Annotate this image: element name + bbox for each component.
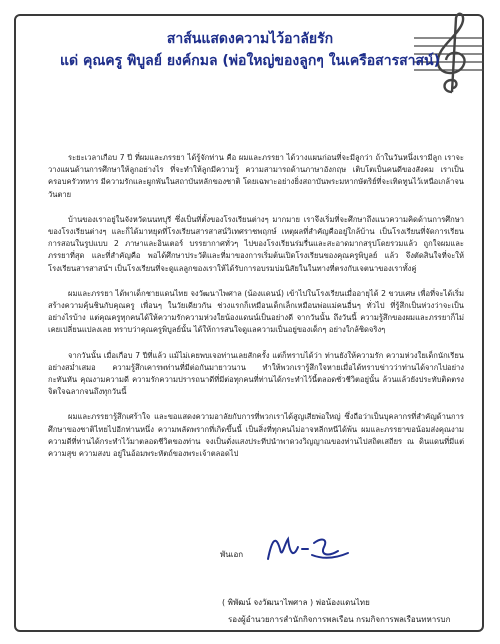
signature-mark-icon — [262, 525, 352, 569]
paragraph: บ้านของเราอยู่ในจังหวัดนนทบุรี ซึ่งเป็นที่ตั้งของโรงเรียนต่างๆ มากมาย เราจึงเริ่มที่จะศึกษาถึงแนวความคิดด้านการศึกษาของโรงเรียนต่างๆ และก็ได้มาหยุดที่โรงเรียนสารสาสน์วิเทศราชพฤกษ์ เหตุผลที่สำคัญคืออยู่ใกล้บ้าน เป็นโรงเรียนที่จัดการเรียนการสอนในรูปแบบ 2 ภาษาและอินเตอร์ บรรยากาศทั่วๆ ไปของโรงเรียนร่มรื่นและสะอาดมากสรุปโดยรวมแล้ว ถูกใจผมและภรรยาที่สุด และที่สำคัญคือ พอได้ศึกษาประวัติและที่มาของการเริ่มต้นเปิดโรงเรียนของคุณครูพิบูลย์ แล้ว จึงตัดสินใจที่จะให้โรงเรียนสารสาสน์ฯ เป็นโรงเรียนที่จะดูแลลูกของเราให้ได้รับการอบรมบ่มนิสัยในในทางที่ตรงกับเจตนาของเราทั้งคู่ — [48, 214, 464, 273]
signer-name: ( พิพัฒน์ จงวัฒนาไพศาล ) พ่อน้องแดนไทย — [222, 598, 370, 607]
paragraph: ผมและภรรยา ได้พาเด็กชายแดนไทย จงวัฒนาไพศาล (น้องแดนน์) เข้าไปในโรงเรียนเมื่ออายุได้ 2 ขวบเศษ เพื่อที่จะได้เริ่มสร้างความคุ้นชินกับคุณครู เพื่อนๆ ในวัยเดียวกัน ช่วงแรกก็เหมือนเด็กเล็กเหมือนพ่อแม่คนอื่นๆ ทั่วไป ที่รู้สึกเป็นห่วงว่าจะเป็นอย่างไรบ้าง แต่คุณครูทุกคนได้ให้ความรักความห่วงใยน้องแดนน์เป็นอย่างดี จากวันนั้น ถึงวันนี้ ความรู้สึกของผมและภรรยาก็ไม่เคยเปลี่ยนแปลงเลย ทราบว่าคุณครูพิบูลย์นั้น ได้ให้การสนใจดูแลความเป็นอยู่ของเด็กๆ อย่างใกล้ชิดจริงๆ — [48, 288, 464, 335]
signer-position: รองผู้อำนวยการสำนักกิจการพลเรือน กรมกิจการพลเรือนทหารบก — [228, 615, 451, 624]
letter-body — [48, 152, 464, 473]
paragraph: จากวันนั้น เมื่อเกือบ 7 ปีที่แล้ว แม้ไม่เคยพบเจอท่านเลยสักครั้ง แต่ก็ทราบได้ว่า ท่านยังให้ความรัก ความห่วงใยเด็กนักเรียนอย่างสม่ำเสมอ ความรู้สึกเคารพท่านที่มีต่อกันมายาวนาน ทำให้พวกเรารู้สึกใจหายเมื่อได้ทราบข่าวว่าท่านได้จากไปอย่างกะทันหัน คุณงามความดี ความรักความปรารถนาดีที่มีต่อทุกคนที่ท่านได้กระทำไว้นี้ตลอดชั่วชีวิตอยู่นั้น ล้วนแล้วยังประทับติดตรงจิตใจฉลากจนถึงทุกวันนี้ — [48, 350, 464, 397]
signer-rank: พันเอก — [220, 550, 244, 559]
paragraph: ระยะเวลาเกือบ 7 ปี ที่ผมและภรรยา ได้รู้จักท่าน คือ ผมและภรรยา ได้วางแผนก่อนที่จะมีลูกว่า ถ้าในวันหนึ่งเรามีลูก เราจะวางแผนด้านการศึกษาให้ลูกอย่างไร ที่จะทำให้ลูกมีความรู้ ความสามารถด้านภาษาอังกฤษ เติบโตเป็นคนดีของสังคม เราเป็นครอบครัวทหาร มีความรักและผูกพันในสถาบันหลักของชาติ โดยเฉพาะอย่างยิ่งสถาบันพระมหากษัตริย์ที่จะเทิดทูนไว้เหนือเกล้าจนวันตาย — [48, 153, 464, 199]
paragraph: ผมและภรรยารู้สึกเศร้าใจ และขอแสดงความอาลัยกับการที่พวกเราได้สูญเสียพ่อใหญ่ ซึ่งถือว่าเป็นบุคลากรที่สำคัญด้านการศึกษาของชาติไทยไปอีกท่านหนึ่ง ความพลัดพรากที่เกิดขึ้นนี้ เป็นสิ่งที่ทุกคนไม่อาจหลีกหนีได้พ้น ผมและภรรยาขอน้อมส่งคุณงามความดีที่ท่านได้กระทำไว้มาตลอดชีวิตของท่าน จงเป็นดั่งแสงประทีปนำพาดวงวิญญาณของท่านไปสถิตเสถียร ณ ดินแดนที่มีแต่ความสุข ความสงบ อยู่ในอ้อมพระหัตถ์ของพระเจ้าตลอดไป — [48, 412, 464, 459]
letter-subtitle: แด่ คุณครู พิบูลย์ ยงค์กมล (พ่อใหญ่ของลูกๆ ในเครือสารสาสน์) — [59, 53, 441, 69]
letter-title: สาส์นแสดงความไว้อาลัยรัก — [166, 31, 334, 47]
